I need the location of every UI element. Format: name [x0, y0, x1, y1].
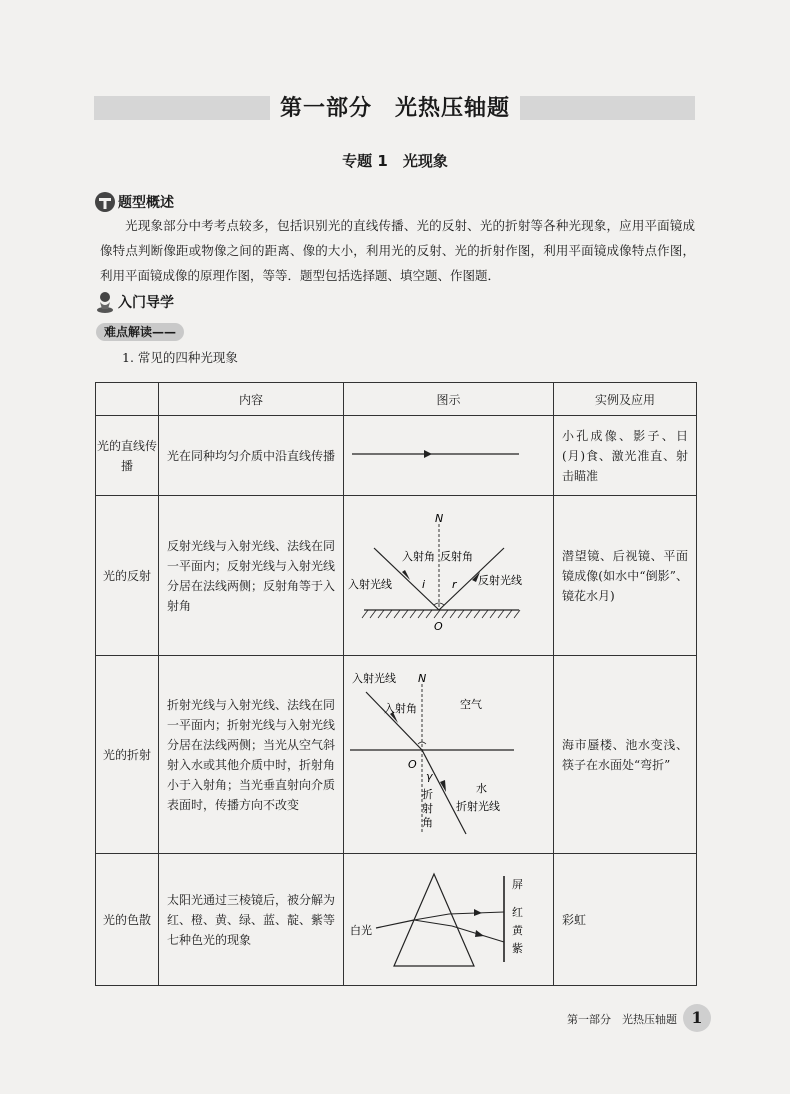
- reflection-angle-label: 反射角: [440, 550, 473, 563]
- row-content: 太阳光通过三棱镜后，被分解为红、橙、黄、绿、蓝、靛、紫等七种色光的现象: [159, 854, 344, 986]
- point-o-label: O: [408, 758, 417, 771]
- section-intro-label: 入门导学: [118, 295, 174, 311]
- table-header-row: [96, 383, 697, 416]
- overview-text: 光现象部分中考考点较多，包括识别光的直线传播、光的反射、光的折射等各种光现象，应用平面镜成像特点判断像距或物像之间的距离、像的大小，利用光的反射、光的折射作图，利用平面镜成像特点作图，利用平面镜成像的原理作图，等等．题型包括选择题、填空题、作图题．: [100, 218, 695, 283]
- screen-label: 屏: [512, 878, 523, 891]
- normal-label: N: [435, 512, 444, 525]
- angle-r-label: r: [452, 578, 457, 591]
- row-example: 小孔成像、影子、日(月)食、激光准直、射击瞄准: [554, 416, 697, 496]
- row-diagram: [344, 496, 554, 656]
- point-o-label: O: [434, 620, 443, 633]
- table-row: [96, 416, 697, 496]
- part-title-wrap: [0, 91, 790, 122]
- row-diagram: [344, 416, 554, 496]
- refracted-ray-label: 折射光线: [456, 800, 500, 813]
- table-header-cell: 图示: [344, 383, 554, 416]
- part-title: 第一部分 光热压轴题: [270, 91, 520, 122]
- overview-icon: [94, 190, 116, 214]
- row-example: 彩虹: [554, 854, 697, 986]
- row-content: 折射光线与入射光线、法线在同一平面内；折射光线与入射光线分居在法线两侧；当光从空气斜射入水或其他介质中时，折射角小于入射角；当光垂直射向介质表面时，传播方向不改变: [159, 656, 344, 854]
- overview-paragraph: [100, 213, 695, 288]
- incident-ray-label: 入射光线: [352, 672, 396, 685]
- row-name: 光的折射: [96, 656, 159, 854]
- section-overview-label: 题型概述: [118, 195, 174, 211]
- table-row: [96, 854, 697, 986]
- difficulty-tag: 难点解读——: [96, 323, 184, 341]
- topic-title: 专题 1 光现象: [342, 152, 448, 170]
- violet-label: 紫: [512, 942, 523, 955]
- straight-line-diagram: [344, 416, 553, 492]
- footer-text: 第一部分 光热压轴题: [567, 1013, 677, 1026]
- row-name: 光的色散: [96, 854, 159, 986]
- table-header-cell: 实例及应用: [554, 383, 697, 416]
- water-label: 水: [476, 782, 487, 795]
- row-name: 光的反射: [96, 496, 159, 656]
- reflected-ray-label: 反射光线: [478, 574, 522, 587]
- table-row: [96, 656, 697, 854]
- table-header-cell: 内容: [159, 383, 344, 416]
- air-label: 空气: [460, 698, 482, 711]
- section-overview-header: [94, 190, 174, 214]
- row-diagram: [344, 656, 554, 854]
- white-light-label: 白光: [350, 924, 372, 937]
- red-label: 红: [512, 906, 523, 919]
- intro-icon: [94, 290, 116, 314]
- table-row: [96, 496, 697, 656]
- table-header-cell: [96, 383, 159, 416]
- row-diagram: [344, 854, 554, 986]
- row-name: 光的直线传播: [96, 416, 159, 496]
- incidence-angle-label: 入射角: [384, 702, 417, 715]
- angle-gamma-label: γ: [426, 770, 433, 783]
- row-example: 海市蜃楼、池水变浅、筷子在水面处“弯折”: [554, 656, 697, 854]
- subheading: 1. 常见的四种光现象: [122, 350, 238, 365]
- section-intro-header: [94, 290, 174, 314]
- normal-label: N: [418, 672, 427, 685]
- refraction-angle-label: 折射角: [422, 788, 433, 829]
- reflection-diagram: [344, 496, 553, 652]
- light-phenomena-table: [95, 382, 697, 986]
- incidence-angle-label: 入射角: [402, 550, 435, 563]
- page-number: 1: [683, 1004, 711, 1032]
- row-content: 反射光线与入射光线、法线在同一平面内；反射光线与入射光线分居在法线两侧；反射角等于入射角: [159, 496, 344, 656]
- angle-i-label: i: [422, 578, 426, 591]
- incident-ray-label: 入射光线: [348, 578, 392, 591]
- refraction-diagram: [344, 656, 553, 850]
- dispersion-diagram: [344, 854, 553, 982]
- yellow-label: 黄: [512, 924, 523, 937]
- row-example: 潜望镜、后视镜、平面镜成像(如水中“倒影”、镜花水月): [554, 496, 697, 656]
- row-content: 光在同种均匀介质中沿直线传播: [159, 416, 344, 496]
